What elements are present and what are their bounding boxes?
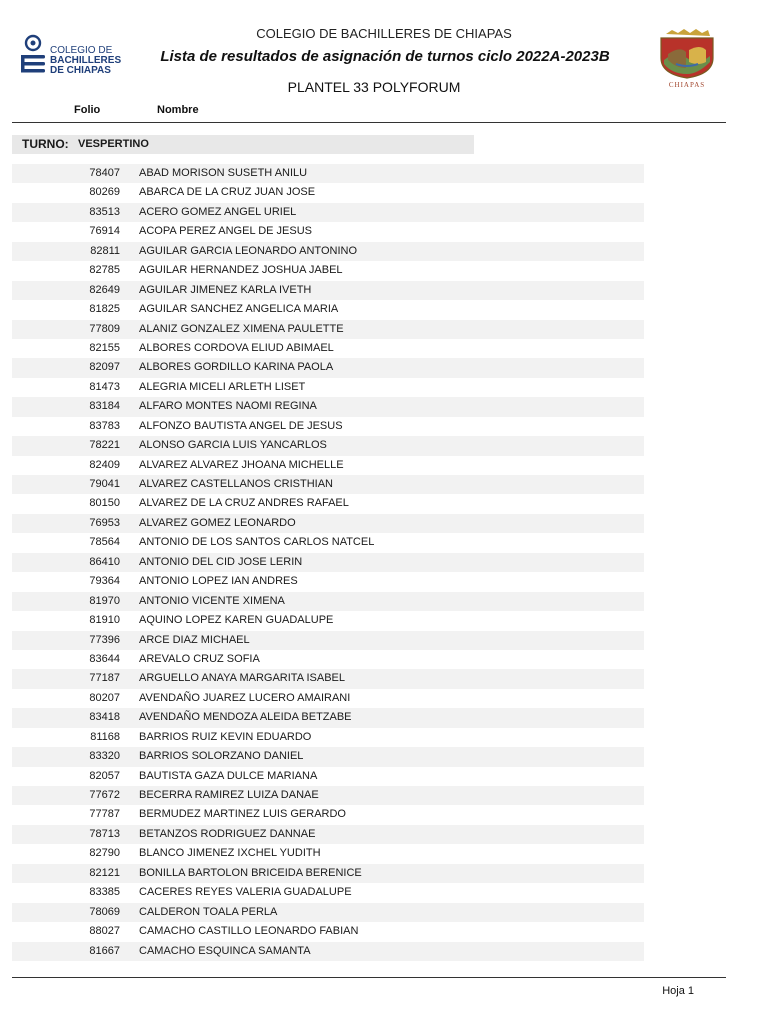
list-item — [12, 767, 644, 786]
folio-value: 78069 — [89, 905, 120, 918]
column-header-nombre: Nombre — [157, 104, 199, 116]
student-name: ALFARO MONTES NAOMI REGINA — [139, 400, 317, 413]
folio-value: 83385 — [89, 886, 120, 899]
student-name: BECERRA RAMIREZ LUIZA DANAE — [139, 789, 319, 801]
list-item — [12, 222, 644, 241]
document-title: Lista de resultados de asignación de turnos ciclo 2022A-2023B — [160, 48, 610, 65]
folio-value: 81168 — [90, 730, 120, 743]
list-item — [12, 747, 644, 766]
chiapas-seal — [656, 28, 718, 92]
list-item — [12, 825, 644, 844]
list-item — [12, 922, 644, 941]
student-name: AQUINO LOPEZ KAREN GUADALUPE — [139, 614, 334, 627]
student-name: ANTONIO DE LOS SANTOS CARLOS NATCEL — [139, 536, 375, 549]
page-number: Hoja 1 — [662, 985, 694, 997]
results-list — [12, 164, 644, 961]
logo-line-2: BACHILLERES — [50, 55, 122, 66]
student-name: AVENDAÑO JUAREZ LUCERO AMAIRANI — [139, 691, 351, 704]
student-name: CALDERON TOALA PERLA — [139, 905, 278, 918]
student-name: ALVAREZ GOMEZ LEONARDO — [139, 516, 296, 529]
folio-value: 80269 — [89, 186, 120, 199]
folio-value: 80150 — [89, 497, 120, 510]
list-item — [12, 903, 644, 922]
student-name: ALANIZ GONZALEZ XIMENA PAULETTE — [139, 322, 344, 335]
list-item — [12, 203, 644, 222]
student-name: ALEGRIA MICELI ARLETH LISET — [139, 380, 306, 393]
list-item — [12, 669, 644, 688]
student-name: CACERES REYES VALERIA GUADALUPE — [139, 886, 352, 899]
list-item — [12, 572, 644, 591]
folio-value: 77187 — [89, 672, 120, 685]
folio-value: 78713 — [89, 827, 120, 840]
list-item — [12, 592, 644, 611]
list-item — [12, 844, 644, 863]
list-item — [12, 358, 644, 377]
folio-value: 83644 — [89, 652, 120, 665]
student-name: ACERO GOMEZ ANGEL URIEL — [139, 205, 297, 218]
folio-value: 80207 — [89, 691, 120, 704]
folio-value: 81910 — [89, 614, 120, 627]
student-name: ALBORES GORDILLO KARINA PAOLA — [139, 361, 334, 374]
student-name: ABARCA DE LA CRUZ JUAN JOSE — [139, 186, 316, 199]
folio-value: 77809 — [89, 322, 120, 335]
list-item — [12, 611, 644, 630]
list-item — [12, 533, 644, 552]
student-name: BLANCO JIMENEZ IXCHEL YUDITH — [139, 847, 321, 860]
folio-value: 82649 — [89, 283, 120, 296]
turno-bar — [12, 135, 474, 154]
logo-line-3: DE CHIAPAS — [50, 65, 111, 76]
logo-line-1: COLEGIO DE — [50, 45, 113, 56]
list-item — [12, 650, 644, 669]
student-name: BARRIOS RUIZ KEVIN EDUARDO — [139, 730, 312, 743]
student-name: ARGUELLO ANAYA MARGARITA ISABEL — [139, 672, 346, 685]
student-name: AGUILAR JIMENEZ KARLA IVETH — [139, 283, 312, 296]
column-header-folio: Folio — [74, 104, 101, 116]
folio-value: 86410 — [89, 555, 120, 568]
seal-label: CHIAPAS — [668, 81, 706, 89]
folio-value: 79364 — [89, 575, 120, 588]
list-item — [12, 475, 644, 494]
student-name: BONILLA BARTOLON BRICEIDA BERENICE — [139, 866, 362, 879]
student-name: CAMACHO CASTILLO LEONARDO FABIAN — [139, 925, 359, 938]
list-item — [12, 300, 644, 319]
list-item — [12, 942, 644, 961]
student-name: AVENDAÑO MENDOZA ALEIDA BETZABE — [139, 711, 352, 724]
chiapas-coat-of-arms-icon — [656, 28, 718, 80]
student-name: ALBORES CORDOVA ELIUD ABIMAEL — [139, 341, 334, 354]
turno-label: TURNO: — [22, 137, 69, 151]
folio-value: 81970 — [89, 594, 120, 607]
list-item — [12, 864, 644, 883]
folio-value: 82057 — [89, 769, 120, 782]
list-item — [12, 494, 644, 513]
student-name: ALVAREZ CASTELLANOS CRISTHIAN — [139, 478, 333, 490]
list-item — [12, 728, 644, 747]
list-item — [12, 378, 644, 397]
list-item — [12, 261, 644, 280]
list-item — [12, 456, 644, 475]
student-name: ALFONZO BAUTISTA ANGEL DE JESUS — [139, 419, 343, 432]
folio-value: 81825 — [89, 303, 120, 316]
folio-value: 77787 — [89, 808, 120, 821]
folio-value: 82155 — [89, 341, 120, 354]
list-item — [12, 883, 644, 902]
student-name: BETANZOS RODRIGUEZ DANNAE — [139, 827, 316, 840]
logo-wordmark — [50, 46, 121, 76]
list-item — [12, 417, 644, 436]
folio-value: 82811 — [90, 244, 120, 257]
student-name: ALVAREZ DE LA CRUZ ANDRES RAFAEL — [139, 497, 349, 510]
institution-name: COLEGIO DE BACHILLERES DE CHIAPAS — [256, 26, 512, 41]
cobach-logo — [18, 33, 130, 81]
folio-value: 79041 — [89, 478, 120, 490]
list-item — [12, 183, 644, 202]
list-item — [12, 164, 644, 183]
list-item — [12, 553, 644, 572]
student-name: BERMUDEZ MARTINEZ LUIS GERARDO — [139, 808, 346, 821]
student-name: ABAD MORISON SUSETH ANILU — [139, 167, 308, 179]
student-name: BAUTISTA GAZA DULCE MARIANA — [139, 769, 318, 782]
plantel-name: PLANTEL 33 POLYFORUM — [287, 79, 461, 95]
list-item — [12, 708, 644, 727]
folio-value: 78407 — [89, 167, 120, 179]
folio-value: 83418 — [89, 711, 120, 724]
folio-value: 83184 — [89, 400, 120, 413]
list-item — [12, 514, 644, 533]
folio-value: 82097 — [89, 361, 120, 374]
cobach-logo-icon — [18, 33, 48, 79]
list-item — [12, 689, 644, 708]
student-name: AGUILAR HERNANDEZ JOSHUA JABEL — [139, 264, 343, 277]
folio-value: 76953 — [89, 516, 120, 529]
folio-value: 82790 — [89, 847, 120, 860]
student-name: CAMACHO ESQUINCA SAMANTA — [139, 944, 311, 957]
list-item — [12, 397, 644, 416]
folio-value: 82121 — [89, 866, 120, 879]
student-name: ALONSO GARCIA LUIS YANCARLOS — [139, 439, 327, 452]
list-item — [12, 805, 644, 824]
folio-value: 88027 — [89, 925, 120, 938]
student-name: ANTONIO LOPEZ IAN ANDRES — [139, 575, 298, 588]
student-name: AGUILAR GARCIA LEONARDO ANTONINO — [139, 244, 358, 257]
folio-value: 82409 — [89, 458, 120, 471]
header-divider — [12, 122, 726, 123]
list-item — [12, 242, 644, 261]
list-item — [12, 631, 644, 650]
folio-value: 77672 — [89, 789, 120, 801]
list-item — [12, 436, 644, 455]
student-name: AGUILAR SANCHEZ ANGELICA MARIA — [139, 303, 339, 316]
folio-value: 81667 — [89, 944, 120, 957]
folio-value: 76914 — [89, 225, 120, 238]
folio-value: 77396 — [89, 633, 120, 646]
folio-value: 83320 — [89, 750, 120, 763]
student-name: ANTONIO VICENTE XIMENA — [139, 594, 285, 607]
list-item — [12, 320, 644, 339]
student-name: ANTONIO DEL CID JOSE LERIN — [139, 555, 303, 568]
student-name: ARCE DIAZ MICHAEL — [139, 633, 250, 646]
folio-value: 82785 — [89, 264, 120, 277]
student-name: AREVALO CRUZ SOFIA — [139, 652, 260, 665]
list-item — [12, 339, 644, 358]
student-name: BARRIOS SOLORZANO DANIEL — [139, 750, 304, 763]
student-name: ACOPA PEREZ ANGEL DE JESUS — [139, 225, 312, 238]
footer-divider — [12, 977, 726, 978]
folio-value: 78564 — [89, 536, 120, 549]
folio-value: 83783 — [89, 419, 120, 432]
turno-value: VESPERTINO — [78, 138, 149, 150]
student-name: ALVAREZ ALVAREZ JHOANA MICHELLE — [139, 458, 344, 471]
folio-value: 83513 — [89, 205, 120, 218]
list-item — [12, 786, 644, 805]
folio-value: 81473 — [89, 380, 120, 393]
folio-value: 78221 — [89, 439, 120, 452]
list-item — [12, 281, 644, 300]
